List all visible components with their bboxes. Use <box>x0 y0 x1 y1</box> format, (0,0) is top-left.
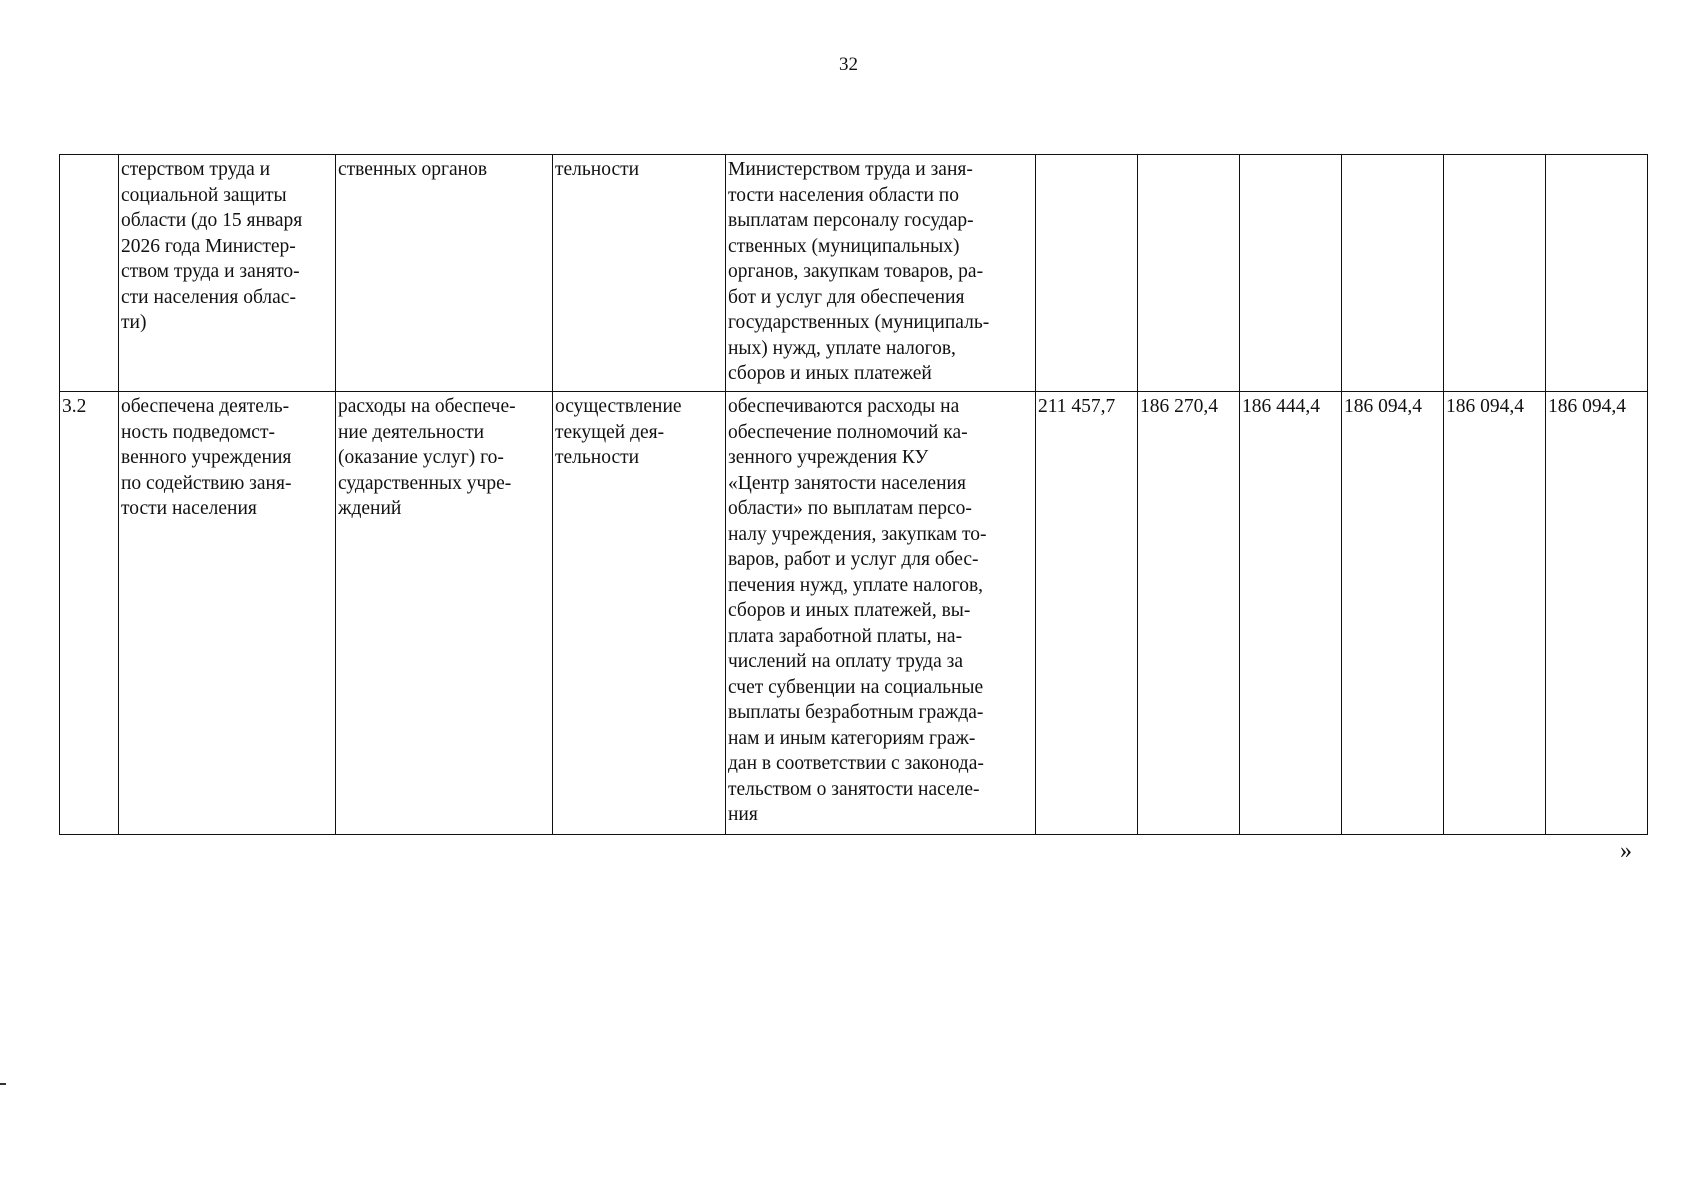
value-cell: 186 444,4 <box>1240 392 1342 835</box>
characteristic-cell: тельности <box>553 155 726 392</box>
scan-mark <box>0 1083 6 1085</box>
value-cell: 211 457,7 <box>1036 392 1138 835</box>
budget-table <box>59 154 1648 835</box>
type-cell: ственных органов <box>336 155 553 392</box>
value-cell <box>1036 155 1138 392</box>
table-row <box>60 155 1648 392</box>
description-cell: Министерством труда и заня- тости населения области по выплатам персоналу государ- ственных (муниципальных) органов, закупкам товаров, ра- бот и услуг для обеспечения государственных (муниципаль- ных) нужд, уплате налогов, сборов и иных платежей <box>726 155 1036 392</box>
value-cell: 186 094,4 <box>1342 392 1444 835</box>
value-cell <box>1240 155 1342 392</box>
value-cell <box>1342 155 1444 392</box>
page-number: 32 <box>839 54 858 75</box>
value-cell: 186 094,4 <box>1546 392 1648 835</box>
row-number-cell <box>60 155 119 392</box>
characteristic-cell: осуществление текущей дея- тельности <box>553 392 726 835</box>
value-cell: 186 270,4 <box>1138 392 1240 835</box>
result-cell: стерством труда и социальной защиты области (до 15 января 2026 года Министер- ством труда и занято- сти населения облас- ти) <box>119 155 336 392</box>
result-cell: обеспечена деятель- ность подведомст- венного учреждения по содействию заня- тости населения <box>119 392 336 835</box>
value-cell <box>1138 155 1240 392</box>
row-number-cell: 3.2 <box>60 392 119 835</box>
value-cell <box>1546 155 1648 392</box>
table-row <box>60 392 1648 835</box>
type-cell: расходы на обеспече- ние деятельности (оказание услуг) го- сударственных учре- ждений <box>336 392 553 835</box>
description-cell: обеспечиваются расходы на обеспечение полномочий ка- зенного учреждения КУ «Центр занятости населения области» по выплатам персо- налу учреждения, закупкам то- варов, работ и услуг для обес- печения нужд, уплате налогов, сборов и иных платежей, вы- плата заработной платы, на- числений на оплату труда за счет субвенции на социальные выплаты безработным гражда- нам и иным категориям граж- дан в соответствии с законода- тельством о занятости населе- ния <box>726 392 1036 835</box>
closing-quote: » <box>1620 838 1632 864</box>
value-cell: 186 094,4 <box>1444 392 1546 835</box>
value-cell <box>1444 155 1546 392</box>
